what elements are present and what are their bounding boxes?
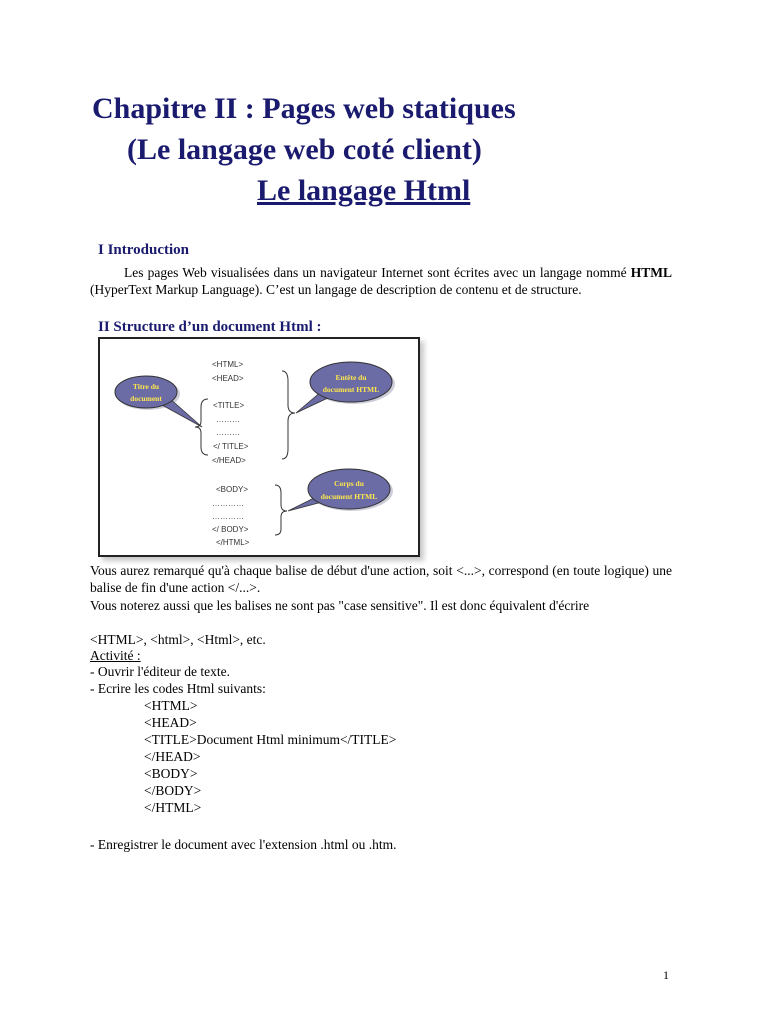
closing-tags-line-1: Vous aurez remarqué qu'à chaque balise de début d'une action, soit <...>, correspond (en (90, 563, 570, 578)
activity-step-1: - Ouvrir l'éditeur de texte. (90, 664, 231, 679)
document-title: Le langage Html (257, 174, 471, 207)
head-callout-bubble (296, 362, 395, 413)
diagram-tag-html-open: <HTML> (212, 360, 244, 369)
diagram-tag-body-open: <BODY> (216, 485, 249, 494)
code-line-html-close: </HTML> (144, 800, 202, 815)
chapter-subtitle: (Le langage web coté client) (127, 133, 482, 166)
intro-line-3: et de structure. (501, 282, 582, 297)
head-brace (282, 371, 295, 459)
chapter-title: Chapitre II : Pages web statiques (92, 92, 516, 125)
diagram-tag-head-open: <HEAD> (212, 374, 244, 383)
title-callout-bubble (115, 376, 202, 427)
diagram-title-dots-2: ……… (216, 428, 240, 437)
body-callout-line-2: document HTML (320, 492, 378, 501)
intro-line-2-post: (HyperText Markup Language). C’est un langage de description de contenu (90, 282, 499, 297)
intro-html-bold: HTML (630, 265, 673, 280)
closing-tags-line-2: toute logique) une balise de fin d'une action </...>. (90, 563, 672, 595)
code-line-head-close: </HEAD> (144, 749, 201, 764)
diagram-body-dots-2: ………… (212, 512, 244, 521)
diagram-title-dots-1: ……… (216, 415, 240, 424)
case-examples-line: <HTML>, <html>, <Html>, etc. (90, 632, 266, 647)
diagram-tag-title-open: <TITLE> (213, 401, 245, 410)
intro-line-2-pre: nommé (586, 265, 631, 280)
case-sensitive-line-2: d'écrire (549, 598, 590, 613)
diagram-tag-html-close: </HTML> (216, 538, 250, 547)
section-heading-introduction: I Introduction (98, 242, 189, 258)
body-callout-bubble (288, 469, 393, 511)
code-line-html-open: <HTML> (144, 698, 198, 713)
title-callout-line-2: document (130, 394, 162, 403)
title-callout-line-1: Titre du (132, 382, 160, 391)
case-sensitive-line-1: Vous noterez aussi que les balises ne sont pas "case sensitive". Il est donc équivalent (90, 598, 546, 613)
save-instruction-line-2: .htm. (368, 837, 397, 852)
page-number: 1 (663, 968, 669, 982)
body-brace (275, 485, 287, 535)
save-instruction-line-1: - Enregistrer le document avec l'extension .html ou (90, 837, 366, 852)
save-instruction (90, 836, 425, 853)
code-line-body-open: <BODY> (144, 766, 198, 781)
section-heading-structure: II Structure d’un document Html : (98, 319, 322, 335)
body-callout-line-1: Corps du (334, 479, 364, 488)
activity-step-2: - Ecrire les codes Html suivants: (90, 681, 266, 696)
diagram-shapes (100, 339, 418, 555)
html-structure-diagram (98, 337, 420, 557)
code-line-head-open: <HEAD> (144, 715, 197, 730)
activity-label: Activité : (90, 648, 141, 663)
diagram-tag-title-close: </ TITLE> (213, 442, 249, 451)
diagram-body-dots-1: ………… (212, 499, 244, 508)
intro-line-1: Les pages Web visualisées dans un navigateur Internet sont écrites avec un langage (124, 265, 582, 280)
diagram-tag-head-close: </HEAD> (212, 456, 246, 465)
diagram-tag-body-close: </ BODY> (212, 525, 249, 534)
code-line-title: <TITLE>Document Html minimum</TITLE> (144, 732, 397, 747)
head-callout-line-2: document HTML (322, 385, 380, 394)
code-line-body-close: </BODY> (144, 783, 202, 798)
closing-tags-paragraph (90, 562, 672, 596)
intro-paragraph (90, 264, 672, 298)
head-callout-line-1: Entête du (335, 373, 367, 382)
case-sensitive-paragraph (90, 597, 672, 614)
